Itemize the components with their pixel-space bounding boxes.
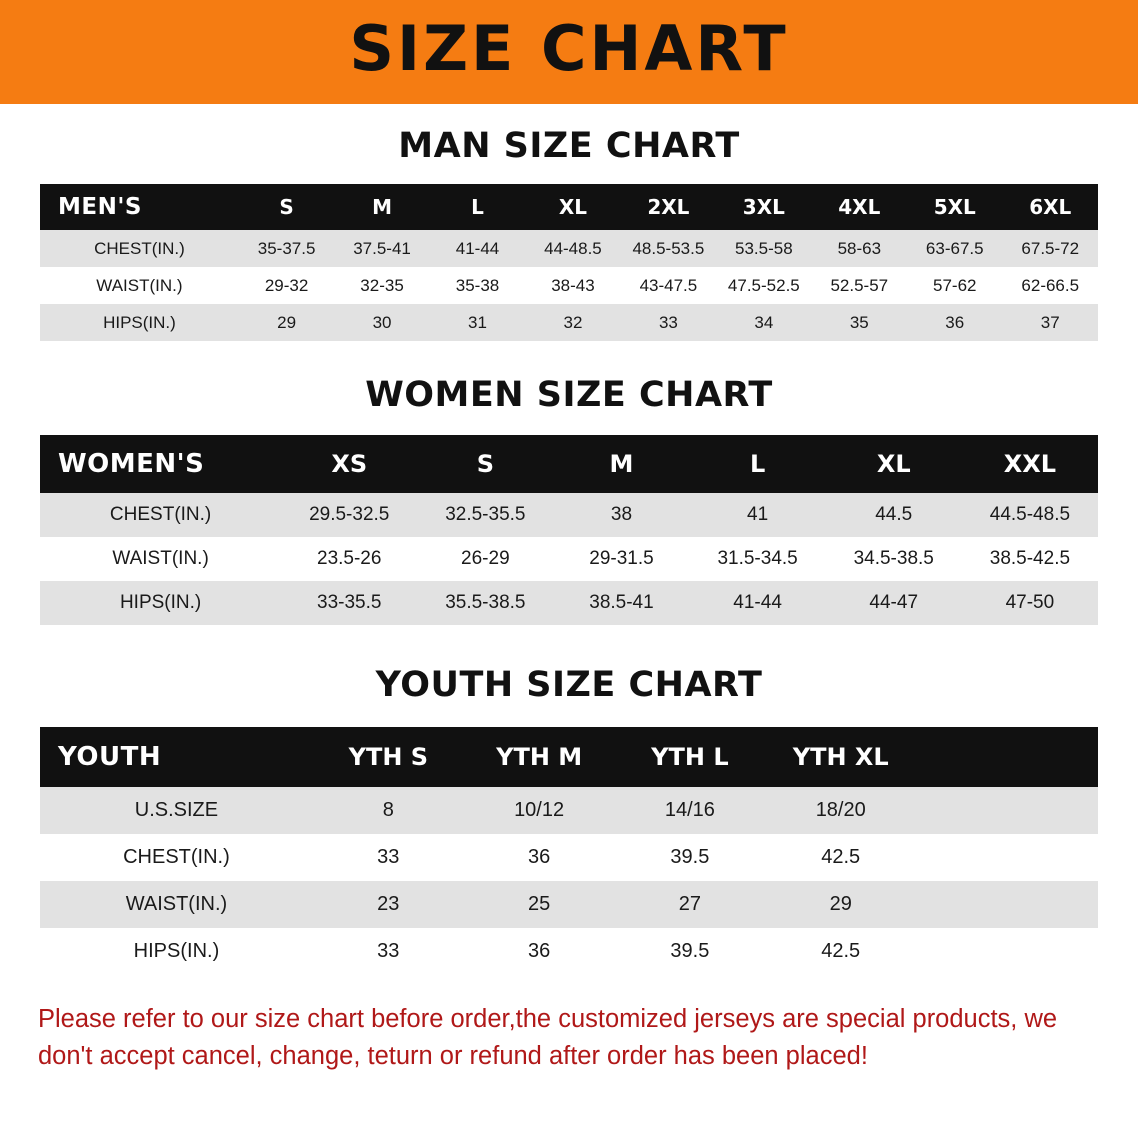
youth-row-label-hips: HIPS(IN.) bbox=[40, 928, 313, 975]
women-header-cell-6: XXL bbox=[962, 435, 1098, 493]
table-row bbox=[40, 581, 1098, 625]
youth-table-body bbox=[40, 787, 1098, 975]
women-cell-chest-5: 44.5-48.5 bbox=[962, 493, 1098, 537]
youth-size-table bbox=[40, 727, 1098, 975]
women-table-header bbox=[40, 435, 1098, 493]
women-cell-chest-1: 32.5-35.5 bbox=[417, 493, 553, 537]
table-header-row bbox=[40, 184, 1098, 230]
youth-cell-waist-0: 23 bbox=[313, 881, 464, 928]
man-header-cell-7: 4XL bbox=[812, 184, 907, 230]
man-cell-chest-1: 37.5-41 bbox=[334, 230, 429, 267]
table-row bbox=[40, 537, 1098, 581]
man-cell-waist-6: 52.5-57 bbox=[812, 267, 907, 304]
women-row-label-waist: WAIST(IN.) bbox=[40, 537, 281, 581]
women-cell-waist-4: 34.5-38.5 bbox=[826, 537, 962, 581]
women-header-cell-1: XS bbox=[281, 435, 417, 493]
table-row bbox=[40, 928, 1098, 975]
women-cell-waist-1: 26-29 bbox=[417, 537, 553, 581]
man-cell-hips-0: 29 bbox=[239, 304, 334, 341]
man-cell-chest-5: 53.5-58 bbox=[716, 230, 811, 267]
youth-header-cell-0: YOUTH bbox=[40, 727, 313, 787]
man-cell-waist-0: 29-32 bbox=[239, 267, 334, 304]
youth-chart-wrapper bbox=[0, 727, 1138, 975]
women-header-cell-2: S bbox=[417, 435, 553, 493]
youth-cell-ussize-3: 18/20 bbox=[765, 787, 916, 834]
man-cell-chest-0: 35-37.5 bbox=[239, 230, 334, 267]
youth-cell-hips-2: 39.5 bbox=[615, 928, 766, 975]
man-cell-chest-3: 44-48.5 bbox=[525, 230, 620, 267]
youth-header-cell-3: YTH L bbox=[615, 727, 766, 787]
women-cell-hips-1: 35.5-38.5 bbox=[417, 581, 553, 625]
man-size-table bbox=[40, 184, 1098, 341]
man-cell-hips-6: 35 bbox=[812, 304, 907, 341]
man-table-header bbox=[40, 184, 1098, 230]
youth-row-label-waist: WAIST(IN.) bbox=[40, 881, 313, 928]
youth-cell-waist-3: 29 bbox=[765, 881, 916, 928]
youth-cell-chest-2: 39.5 bbox=[615, 834, 766, 881]
man-row-label-chest: CHEST(IN.) bbox=[40, 230, 239, 267]
women-size-table bbox=[40, 435, 1098, 625]
women-cell-waist-0: 23.5-26 bbox=[281, 537, 417, 581]
youth-cell-chest-1: 36 bbox=[464, 834, 615, 881]
women-table-body bbox=[40, 493, 1098, 625]
women-row-label-chest: CHEST(IN.) bbox=[40, 493, 281, 537]
man-cell-hips-8: 37 bbox=[1002, 304, 1098, 341]
table-row bbox=[40, 834, 1098, 881]
man-header-cell-9: 6XL bbox=[1002, 184, 1098, 230]
table-row bbox=[40, 304, 1098, 341]
order-notice: Please refer to our size chart before order,the customized jerseys are special products, we don't accept cancel, change, teturn or refund after order has been placed! bbox=[38, 1005, 1058, 1070]
man-header-cell-2: M bbox=[334, 184, 429, 230]
man-cell-chest-7: 63-67.5 bbox=[907, 230, 1002, 267]
man-cell-waist-5: 47.5-52.5 bbox=[716, 267, 811, 304]
man-cell-chest-6: 58-63 bbox=[812, 230, 907, 267]
man-cell-hips-4: 33 bbox=[621, 304, 716, 341]
man-header-cell-5: 2XL bbox=[621, 184, 716, 230]
women-header-cell-4: L bbox=[690, 435, 826, 493]
women-cell-hips-2: 38.5-41 bbox=[553, 581, 689, 625]
page-title: SIZE CHART bbox=[349, 12, 789, 85]
man-cell-chest-4: 48.5-53.5 bbox=[621, 230, 716, 267]
women-cell-chest-4: 44.5 bbox=[826, 493, 962, 537]
women-header-cell-0: WOMEN'S bbox=[40, 435, 281, 493]
man-cell-waist-7: 57-62 bbox=[907, 267, 1002, 304]
man-cell-hips-5: 34 bbox=[716, 304, 811, 341]
women-header-cell-5: XL bbox=[826, 435, 962, 493]
man-section-title: MAN SIZE CHART bbox=[398, 126, 740, 166]
youth-row-label-chest: CHEST(IN.) bbox=[40, 834, 313, 881]
man-cell-waist-2: 35-38 bbox=[430, 267, 525, 304]
man-cell-waist-3: 38-43 bbox=[525, 267, 620, 304]
youth-cell-waist-2: 27 bbox=[615, 881, 766, 928]
man-header-cell-0: MEN'S bbox=[40, 184, 239, 230]
man-chart-wrapper bbox=[0, 184, 1138, 341]
women-section-title: WOMEN SIZE CHART bbox=[365, 375, 773, 415]
youth-header-cell-2: YTH M bbox=[464, 727, 615, 787]
women-cell-chest-0: 29.5-32.5 bbox=[281, 493, 417, 537]
page-banner bbox=[0, 0, 1138, 104]
table-row bbox=[40, 230, 1098, 267]
table-header-row bbox=[40, 435, 1098, 493]
women-cell-hips-5: 47-50 bbox=[962, 581, 1098, 625]
man-cell-waist-1: 32-35 bbox=[334, 267, 429, 304]
man-table-body bbox=[40, 230, 1098, 341]
youth-row-label-ussize: U.S.SIZE bbox=[40, 787, 313, 834]
man-header-cell-8: 5XL bbox=[907, 184, 1002, 230]
youth-table-header bbox=[40, 727, 1098, 787]
youth-cell-ussize-0: 8 bbox=[313, 787, 464, 834]
man-header-cell-3: L bbox=[430, 184, 525, 230]
youth-section-title: YOUTH SIZE CHART bbox=[375, 665, 763, 705]
man-row-label-hips: HIPS(IN.) bbox=[40, 304, 239, 341]
youth-cell-hips-3: 42.5 bbox=[765, 928, 916, 975]
youth-cell-hips-spacer bbox=[916, 928, 1098, 975]
women-cell-waist-3: 31.5-34.5 bbox=[690, 537, 826, 581]
women-cell-waist-2: 29-31.5 bbox=[553, 537, 689, 581]
man-header-cell-6: 3XL bbox=[716, 184, 811, 230]
youth-cell-hips-0: 33 bbox=[313, 928, 464, 975]
youth-cell-waist-spacer bbox=[916, 881, 1098, 928]
youth-cell-waist-1: 25 bbox=[464, 881, 615, 928]
women-header-cell-3: M bbox=[553, 435, 689, 493]
youth-cell-ussize-spacer bbox=[916, 787, 1098, 834]
man-cell-hips-2: 31 bbox=[430, 304, 525, 341]
women-cell-hips-4: 44-47 bbox=[826, 581, 962, 625]
youth-header-cell-1: YTH S bbox=[313, 727, 464, 787]
table-header-row bbox=[40, 727, 1098, 787]
women-row-label-hips: HIPS(IN.) bbox=[40, 581, 281, 625]
women-cell-chest-3: 41 bbox=[690, 493, 826, 537]
women-chart-wrapper bbox=[0, 435, 1138, 625]
table-row bbox=[40, 881, 1098, 928]
table-row bbox=[40, 787, 1098, 834]
women-cell-hips-0: 33-35.5 bbox=[281, 581, 417, 625]
table-row bbox=[40, 493, 1098, 537]
man-header-cell-1: S bbox=[239, 184, 334, 230]
youth-cell-chest-0: 33 bbox=[313, 834, 464, 881]
youth-header-cell-4: YTH XL bbox=[765, 727, 916, 787]
man-cell-waist-4: 43-47.5 bbox=[621, 267, 716, 304]
youth-cell-chest-spacer bbox=[916, 834, 1098, 881]
man-cell-hips-7: 36 bbox=[907, 304, 1002, 341]
man-header-cell-4: XL bbox=[525, 184, 620, 230]
youth-cell-chest-3: 42.5 bbox=[765, 834, 916, 881]
table-row bbox=[40, 267, 1098, 304]
man-cell-waist-8: 62-66.5 bbox=[1002, 267, 1098, 304]
youth-cell-hips-1: 36 bbox=[464, 928, 615, 975]
women-cell-hips-3: 41-44 bbox=[690, 581, 826, 625]
youth-header-spacer bbox=[916, 727, 1098, 787]
man-cell-chest-2: 41-44 bbox=[430, 230, 525, 267]
women-cell-waist-5: 38.5-42.5 bbox=[962, 537, 1098, 581]
youth-cell-ussize-2: 14/16 bbox=[615, 787, 766, 834]
youth-cell-ussize-1: 10/12 bbox=[464, 787, 615, 834]
man-cell-hips-1: 30 bbox=[334, 304, 429, 341]
women-cell-chest-2: 38 bbox=[553, 493, 689, 537]
man-cell-hips-3: 32 bbox=[525, 304, 620, 341]
man-cell-chest-8: 67.5-72 bbox=[1002, 230, 1098, 267]
man-row-label-waist: WAIST(IN.) bbox=[40, 267, 239, 304]
